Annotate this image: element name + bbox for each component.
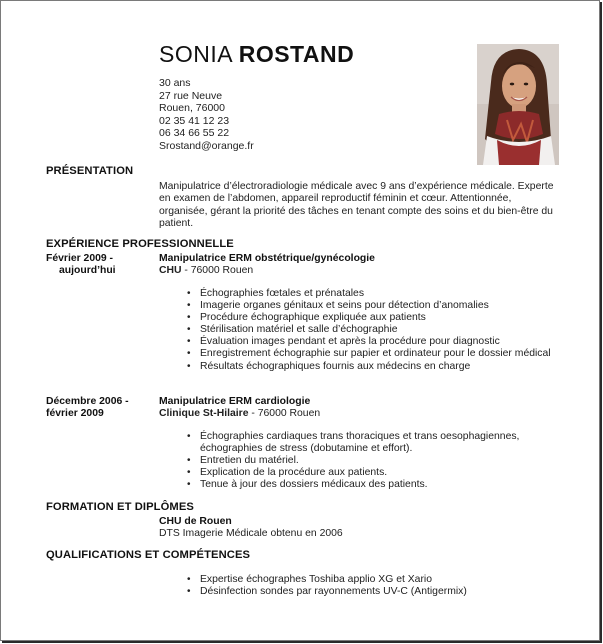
section-title-experience: EXPÉRIENCE PROFESSIONNELLE (46, 238, 234, 250)
list-item: • Procédure échographique expliquée aux patients (187, 312, 557, 324)
education-degree: DTS Imagerie Médicale obtenu en 2006 (159, 528, 343, 539)
list-item: • Expertise échographes Toshiba applio XG et Xario (187, 574, 557, 586)
job-date-end: aujourd’hui (59, 265, 116, 277)
candidate-name (159, 41, 354, 68)
presentation-text: Manipulatrice d’électroradiologie médicale avec 9 ans d’expérience médicale. Experte en examen de l’abdomen, appareil reproductif féminin et cœur. Attentionnée, organisée, gérant la priorité des tâches en tenant compte des soins et du bien-être du patient. (159, 181, 554, 230)
contact-phone: 02 35 41 12 23 (159, 114, 230, 127)
list-item: • Entretien du matériel. (187, 455, 547, 467)
contact-email: Srostand@orange.fr (159, 139, 254, 152)
contact-block (159, 77, 254, 153)
contact-age: 30 ans (159, 77, 191, 89)
job-title: Manipulatrice ERM obstétrique/gynécologie (159, 253, 375, 264)
employer-location: - 76000 Rouen (181, 265, 254, 276)
first-name: SONIA (159, 41, 232, 67)
contact-street: 27 rue Neuve (159, 89, 223, 102)
employer-name: CHU (159, 265, 182, 276)
job-duties-list (187, 431, 547, 491)
list-item: • Évaluation images pendant et après la procédure pour diagnostic (187, 336, 557, 348)
section-title-qualifications: QUALIFICATIONS ET COMPÉTENCES (46, 549, 251, 561)
list-item: • Imagerie organes génitaux et seins pour détection d’anomalies (187, 300, 557, 312)
list-item: • Enregistrement échographie sur papier et ordinateur pour le dossier médical (187, 348, 557, 360)
job-date-start: Décembre 2006 - (46, 396, 129, 407)
job-date-start: Février 2009 - (46, 253, 114, 264)
job-duties-list (187, 288, 557, 373)
profile-photo (477, 44, 559, 165)
contact-mobile: 06 34 66 55 22 (159, 127, 230, 140)
job-date-end: février 2009 (46, 408, 104, 420)
job-employer (159, 265, 253, 277)
list-item: • Tenue à jour des dossiers médicaux des patients. (187, 479, 547, 491)
list-item: • Échographies fœtales et prénatales (187, 288, 557, 300)
list-item: • Désinfection sondes par rayonnements UV-C (Antigermix) (187, 586, 557, 598)
employer-name: Clinique St-Hilaire (159, 408, 249, 419)
job-title: Manipulatrice ERM cardiologie (159, 396, 311, 407)
list-item: • Stérilisation matériel et salle d’échographie (187, 324, 557, 336)
list-item: • Résultats échographiques fournis aux médecins en charge (187, 361, 557, 373)
job-date (46, 396, 146, 421)
list-item: • Échographies cardiaques trans thoraciques et trans oesophagiennes, échographies de stress (dobutamine et effort). (187, 431, 547, 455)
section-title-education: FORMATION ET DIPLÔMES (46, 501, 194, 513)
section-title-presentation: PRÉSENTATION (46, 165, 134, 177)
job-date (46, 253, 146, 278)
job-employer (159, 408, 320, 420)
list-item: • Explication de la procédure aux patients. (187, 467, 547, 479)
qualifications-list (187, 574, 557, 598)
last-name: ROSTAND (238, 41, 355, 67)
employer-location: - 76000 Rouen (248, 408, 321, 419)
education-school: CHU de Rouen (159, 516, 232, 527)
contact-city: Rouen, 76000 (159, 102, 225, 115)
